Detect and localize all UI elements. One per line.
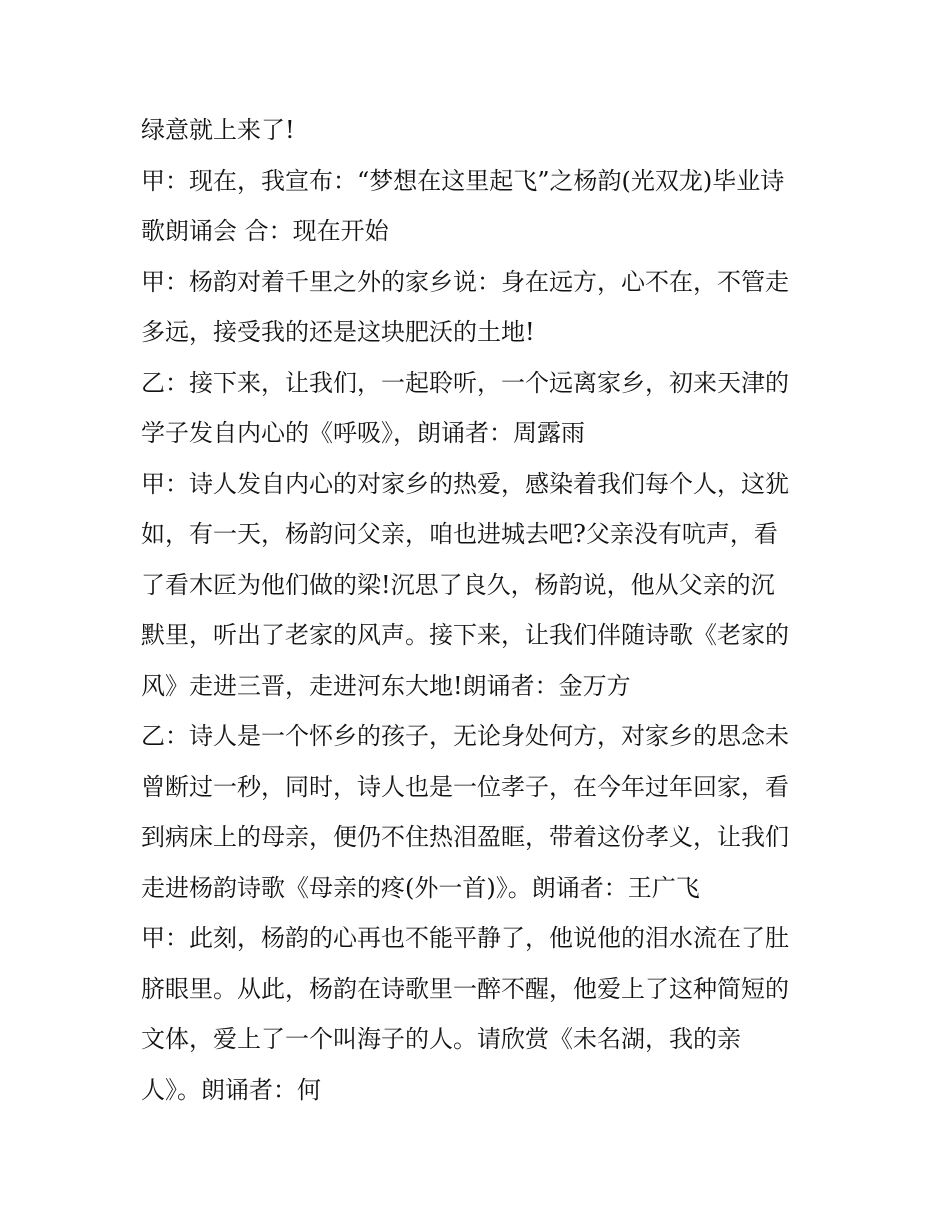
text-line: 乙：接下来，让我们，一起聆听，一个远离家乡，初来天津的 — [141, 369, 789, 397]
text-line: 曾断过一秒，同时，诗人也是一位孝子，在今年过年回家，看 — [141, 773, 789, 801]
text-line: 风》走进三晋，走进河东大地!朗诵者：金万方 — [141, 672, 631, 700]
text-line: 默里，听出了老家的风声。接下来，让我们伴随诗歌《老家的 — [141, 621, 789, 649]
text-line: 如，有一天，杨韵问父亲，咱也进城去吧?父亲没有吭声，看 — [141, 520, 778, 548]
text-line: 甲：诗人发自内心的对家乡的热爱，感染着我们每个人，这犹 — [141, 470, 789, 498]
text-line: 乙：诗人是一个怀乡的孩子，无论身处何方，对家乡的思念未 — [141, 722, 789, 750]
text-line: 文体，爱上了一个叫海子的人。请欣赏《未名湖，我的亲 — [141, 1025, 741, 1053]
text-line: 了看木匠为他们做的梁!沉思了良久，杨韵说，他从父亲的沉 — [141, 571, 775, 599]
text-line: 歌朗诵会 合：现在开始 — [141, 217, 389, 245]
text-line: 绿意就上来了! — [141, 116, 295, 144]
text-line: 到病床上的母亲，便仍不住热泪盈眶，带着这份孝义，让我们 — [141, 823, 789, 851]
text-line: 人》。朗诵者：何 — [141, 1076, 321, 1104]
text-line: 多远，接受我的还是这块肥沃的土地! — [141, 318, 535, 346]
text-line: 学子发自内心的《呼吸》，朗诵者：周露雨 — [141, 419, 585, 447]
text-line: 甲：此刻，杨韵的心再也不能平静了，他说他的泪水流在了肚 — [141, 924, 789, 952]
text-line: 甲：杨韵对着千里之外的家乡说：身在远方，心不在，不管走 — [141, 268, 789, 296]
text-line: 甲：现在，我宣布：“梦想在这里起飞”之杨韵(光双龙)毕业诗 — [141, 167, 785, 195]
text-line: 脐眼里。从此，杨韵在诗歌里一醉不醒，他爱上了这种简短的 — [141, 975, 789, 1003]
text-line: 走进杨韵诗歌《母亲的疼(外一首)》。朗诵者：王广飞 — [141, 874, 700, 902]
